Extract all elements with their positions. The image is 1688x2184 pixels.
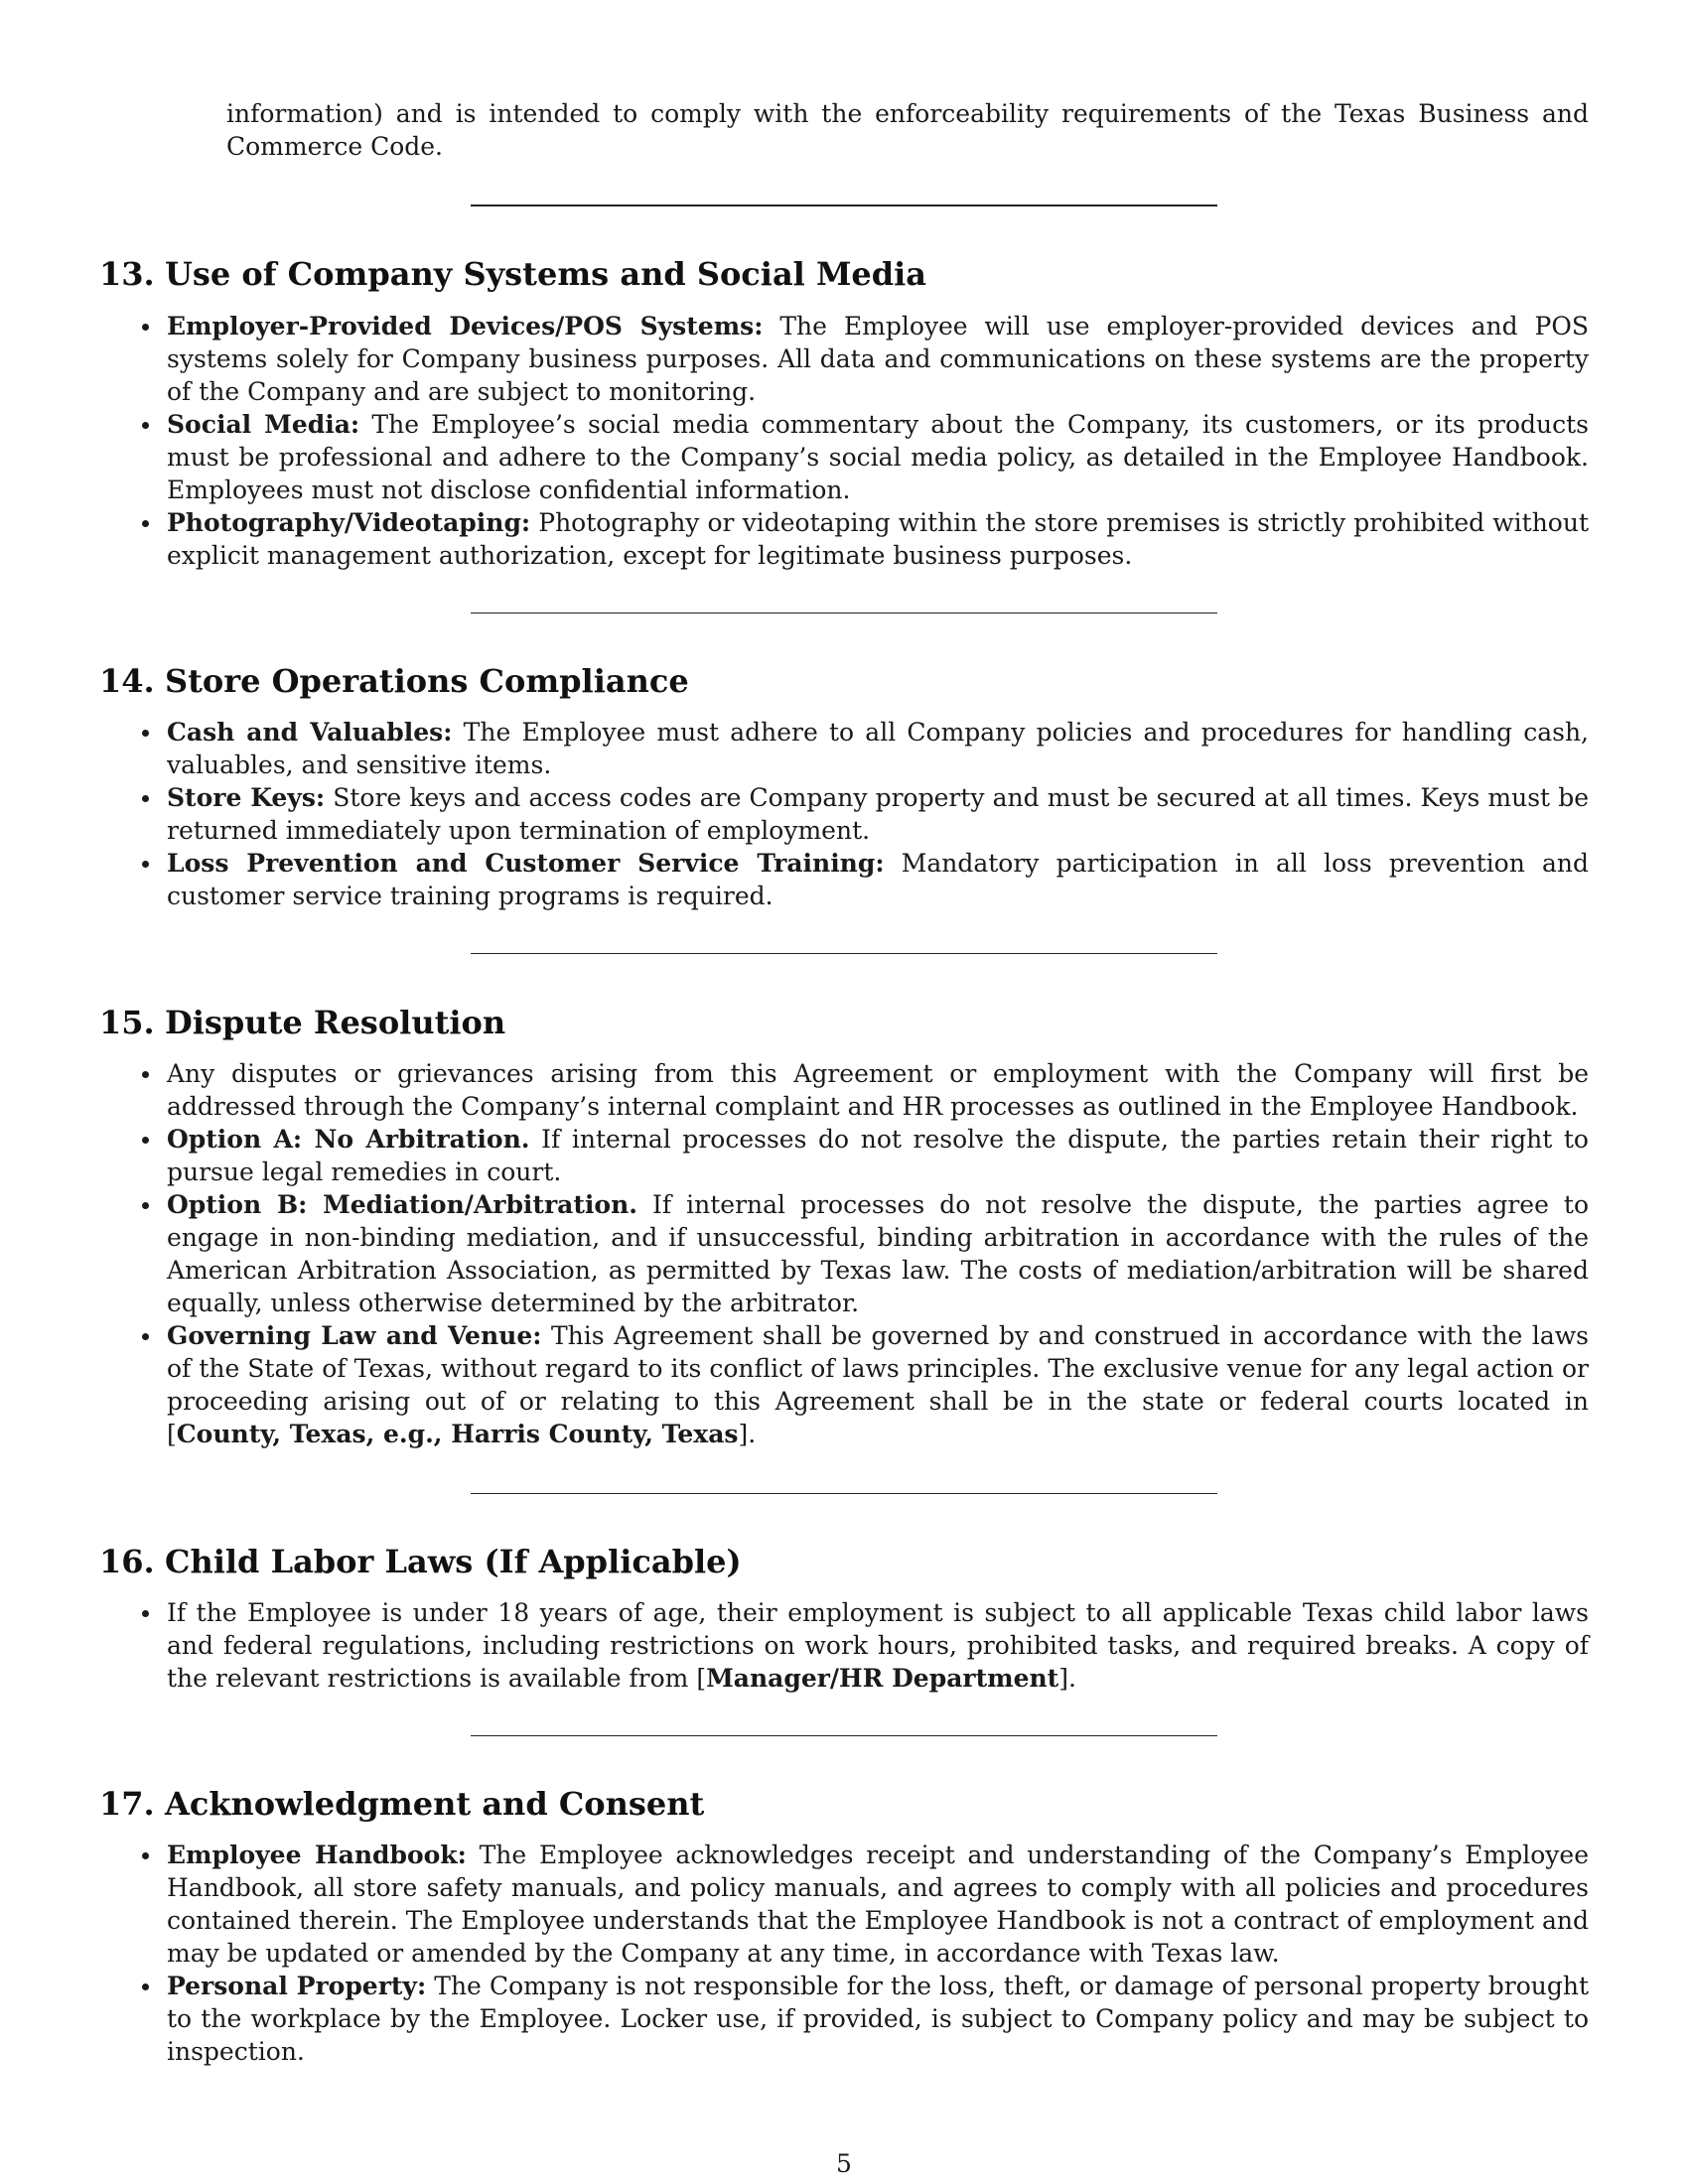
list-item bbox=[167, 1188, 1589, 1319]
section-number: 14. bbox=[99, 662, 155, 700]
list-item bbox=[167, 1319, 1589, 1450]
venue-placeholder: County, Texas, e.g., Harris County, Texas bbox=[176, 1420, 739, 1448]
list-item bbox=[167, 506, 1589, 572]
list-item bbox=[167, 1057, 1589, 1123]
list-item bbox=[167, 847, 1589, 912]
list-item bbox=[167, 781, 1589, 847]
item-text: This Agreement shall be governed by and construed in accordance with the laws of the State of Texas, without regard to its conflict of laws principles. The exclusive venue for any legal action or proceeding arising out of or relating to this Agreement shall be in the state or federal courts located in [ bbox=[167, 1321, 1590, 1448]
item-text: Any disputes or grievances arising from this Agreement or employment with the Company will first be addressed through the Company’s internal complaint and HR processes as outlined in the Employee Handbook. bbox=[167, 1059, 1589, 1121]
list-item bbox=[167, 716, 1589, 781]
item-text: Mandatory participation in all loss prevention and customer service training programs is required. bbox=[167, 849, 1589, 910]
section-title: Acknowledgment and Consent bbox=[165, 1785, 705, 1823]
item-text: The Employee’s social media commentary about the Company, its customers, or its products must be professional and adhere to the Company’s social media policy, as detailed in the Employee Handbook. Employees must not disclose confidential information. bbox=[167, 410, 1589, 504]
item-lead: Governing Law and Venue: bbox=[167, 1321, 542, 1350]
list-item bbox=[167, 1123, 1589, 1188]
section-number: 17. bbox=[99, 1785, 155, 1823]
contact-placeholder: Manager/HR Department bbox=[706, 1664, 1059, 1693]
item-lead: Option A: No Arbitration. bbox=[167, 1125, 530, 1154]
item-text: The Employee acknowledges receipt and understanding of the Company’s Employee Handbook, all store safety manuals, and policy manuals, and agrees to comply with all policies and procedures contained therein. The Employee understands that the Employee Handbook is not a contract of employment and may be updated or amended by the Company at any time, in accordance with Texas law. bbox=[167, 1841, 1589, 1968]
item-text: If internal processes do not resolve the dispute, the parties agree to engage in non-binding mediation, and if unsuccessful, binding arbitration in accordance with the rules of the American Arbitration Association, as permitted by Texas law. The costs of mediation/arbitration will be shared equally, unless otherwise determined by the arbitrator. bbox=[167, 1190, 1590, 1317]
section-divider bbox=[471, 1735, 1217, 1736]
continuation-paragraph: information) and is intended to comply with the enforceability requirements of the Texas Business and Commerce Code. bbox=[226, 99, 1589, 161]
list-item bbox=[167, 408, 1589, 506]
section-number: 15. bbox=[99, 1004, 155, 1041]
section-16-list bbox=[167, 1596, 1589, 1695]
list-item bbox=[167, 310, 1589, 408]
section-divider bbox=[471, 1493, 1217, 1494]
item-lead: Loss Prevention and Customer Service Training: bbox=[167, 849, 885, 878]
section-title: Use of Company Systems and Social Media bbox=[165, 255, 927, 293]
section-17-list bbox=[167, 1839, 1589, 2068]
section-16-heading bbox=[99, 1542, 1589, 1581]
item-lead: Photography/Videotaping: bbox=[167, 508, 531, 537]
item-text: The Employee must adhere to all Company policies and procedures for handling cash, valuables, and sensitive items. bbox=[167, 718, 1589, 779]
section-title: Dispute Resolution bbox=[165, 1004, 506, 1041]
list-item bbox=[167, 1596, 1589, 1695]
item-text: If internal processes do not resolve the dispute, the parties retain their right to pursue legal remedies in court. bbox=[167, 1125, 1589, 1186]
section-title: Child Labor Laws (If Applicable) bbox=[165, 1543, 742, 1580]
section-17-heading bbox=[99, 1784, 1589, 1824]
section-divider bbox=[471, 953, 1217, 954]
list-item bbox=[167, 1839, 1589, 1970]
list-item bbox=[167, 1970, 1589, 2068]
item-text: The Employee will use employer-provided devices and POS systems solely for Company business purposes. All data and communications on these systems are the property of the Company and are subject to monitoring. bbox=[167, 312, 1589, 406]
item-text: Store keys and access codes are Company property and must be secured at all times. Keys must be returned immediately upon termination of employment. bbox=[167, 783, 1589, 845]
section-title: Store Operations Compliance bbox=[165, 662, 689, 700]
item-text: If the Employee is under 18 years of age, their employment is subject to all applicable Texas child labor laws and federal regulations, including restrictions on work hours, prohibited tasks, and required breaks. A copy of the relevant restrictions is available from [ bbox=[167, 1598, 1589, 1693]
section-15-list bbox=[167, 1057, 1589, 1450]
section-14-list bbox=[167, 716, 1589, 912]
item-text-end: ]. bbox=[1058, 1664, 1076, 1693]
item-lead: Personal Property: bbox=[167, 1972, 427, 2000]
section-divider bbox=[471, 613, 1217, 614]
section-13-list bbox=[167, 310, 1589, 572]
item-lead: Cash and Valuables: bbox=[167, 718, 453, 747]
section-15-heading bbox=[99, 1003, 1589, 1042]
page-number: 5 bbox=[836, 2149, 852, 2178]
section-number: 16. bbox=[99, 1543, 155, 1580]
item-text-end: ]. bbox=[738, 1420, 757, 1448]
section-divider bbox=[471, 205, 1217, 206]
section-14-heading bbox=[99, 661, 1589, 701]
item-lead: Store Keys: bbox=[167, 783, 326, 812]
item-lead: Social Media: bbox=[167, 410, 360, 439]
section-13-heading bbox=[99, 254, 1589, 294]
item-lead: Employer-Provided Devices/POS Systems: bbox=[167, 312, 764, 341]
section-number: 13. bbox=[99, 255, 155, 293]
item-text: The Company is not responsible for the loss, theft, or damage of personal property brought to the workplace by the Employee. Locker use, if provided, is subject to Company policy and may be subject to inspection. bbox=[167, 1972, 1589, 2066]
item-text: Photography or videotaping within the store premises is strictly prohibited without explicit management authorization, except for legitimate business purposes. bbox=[167, 508, 1589, 570]
item-lead: Employee Handbook: bbox=[167, 1841, 467, 1869]
item-lead: Option B: Mediation/Arbitration. bbox=[167, 1190, 637, 1219]
